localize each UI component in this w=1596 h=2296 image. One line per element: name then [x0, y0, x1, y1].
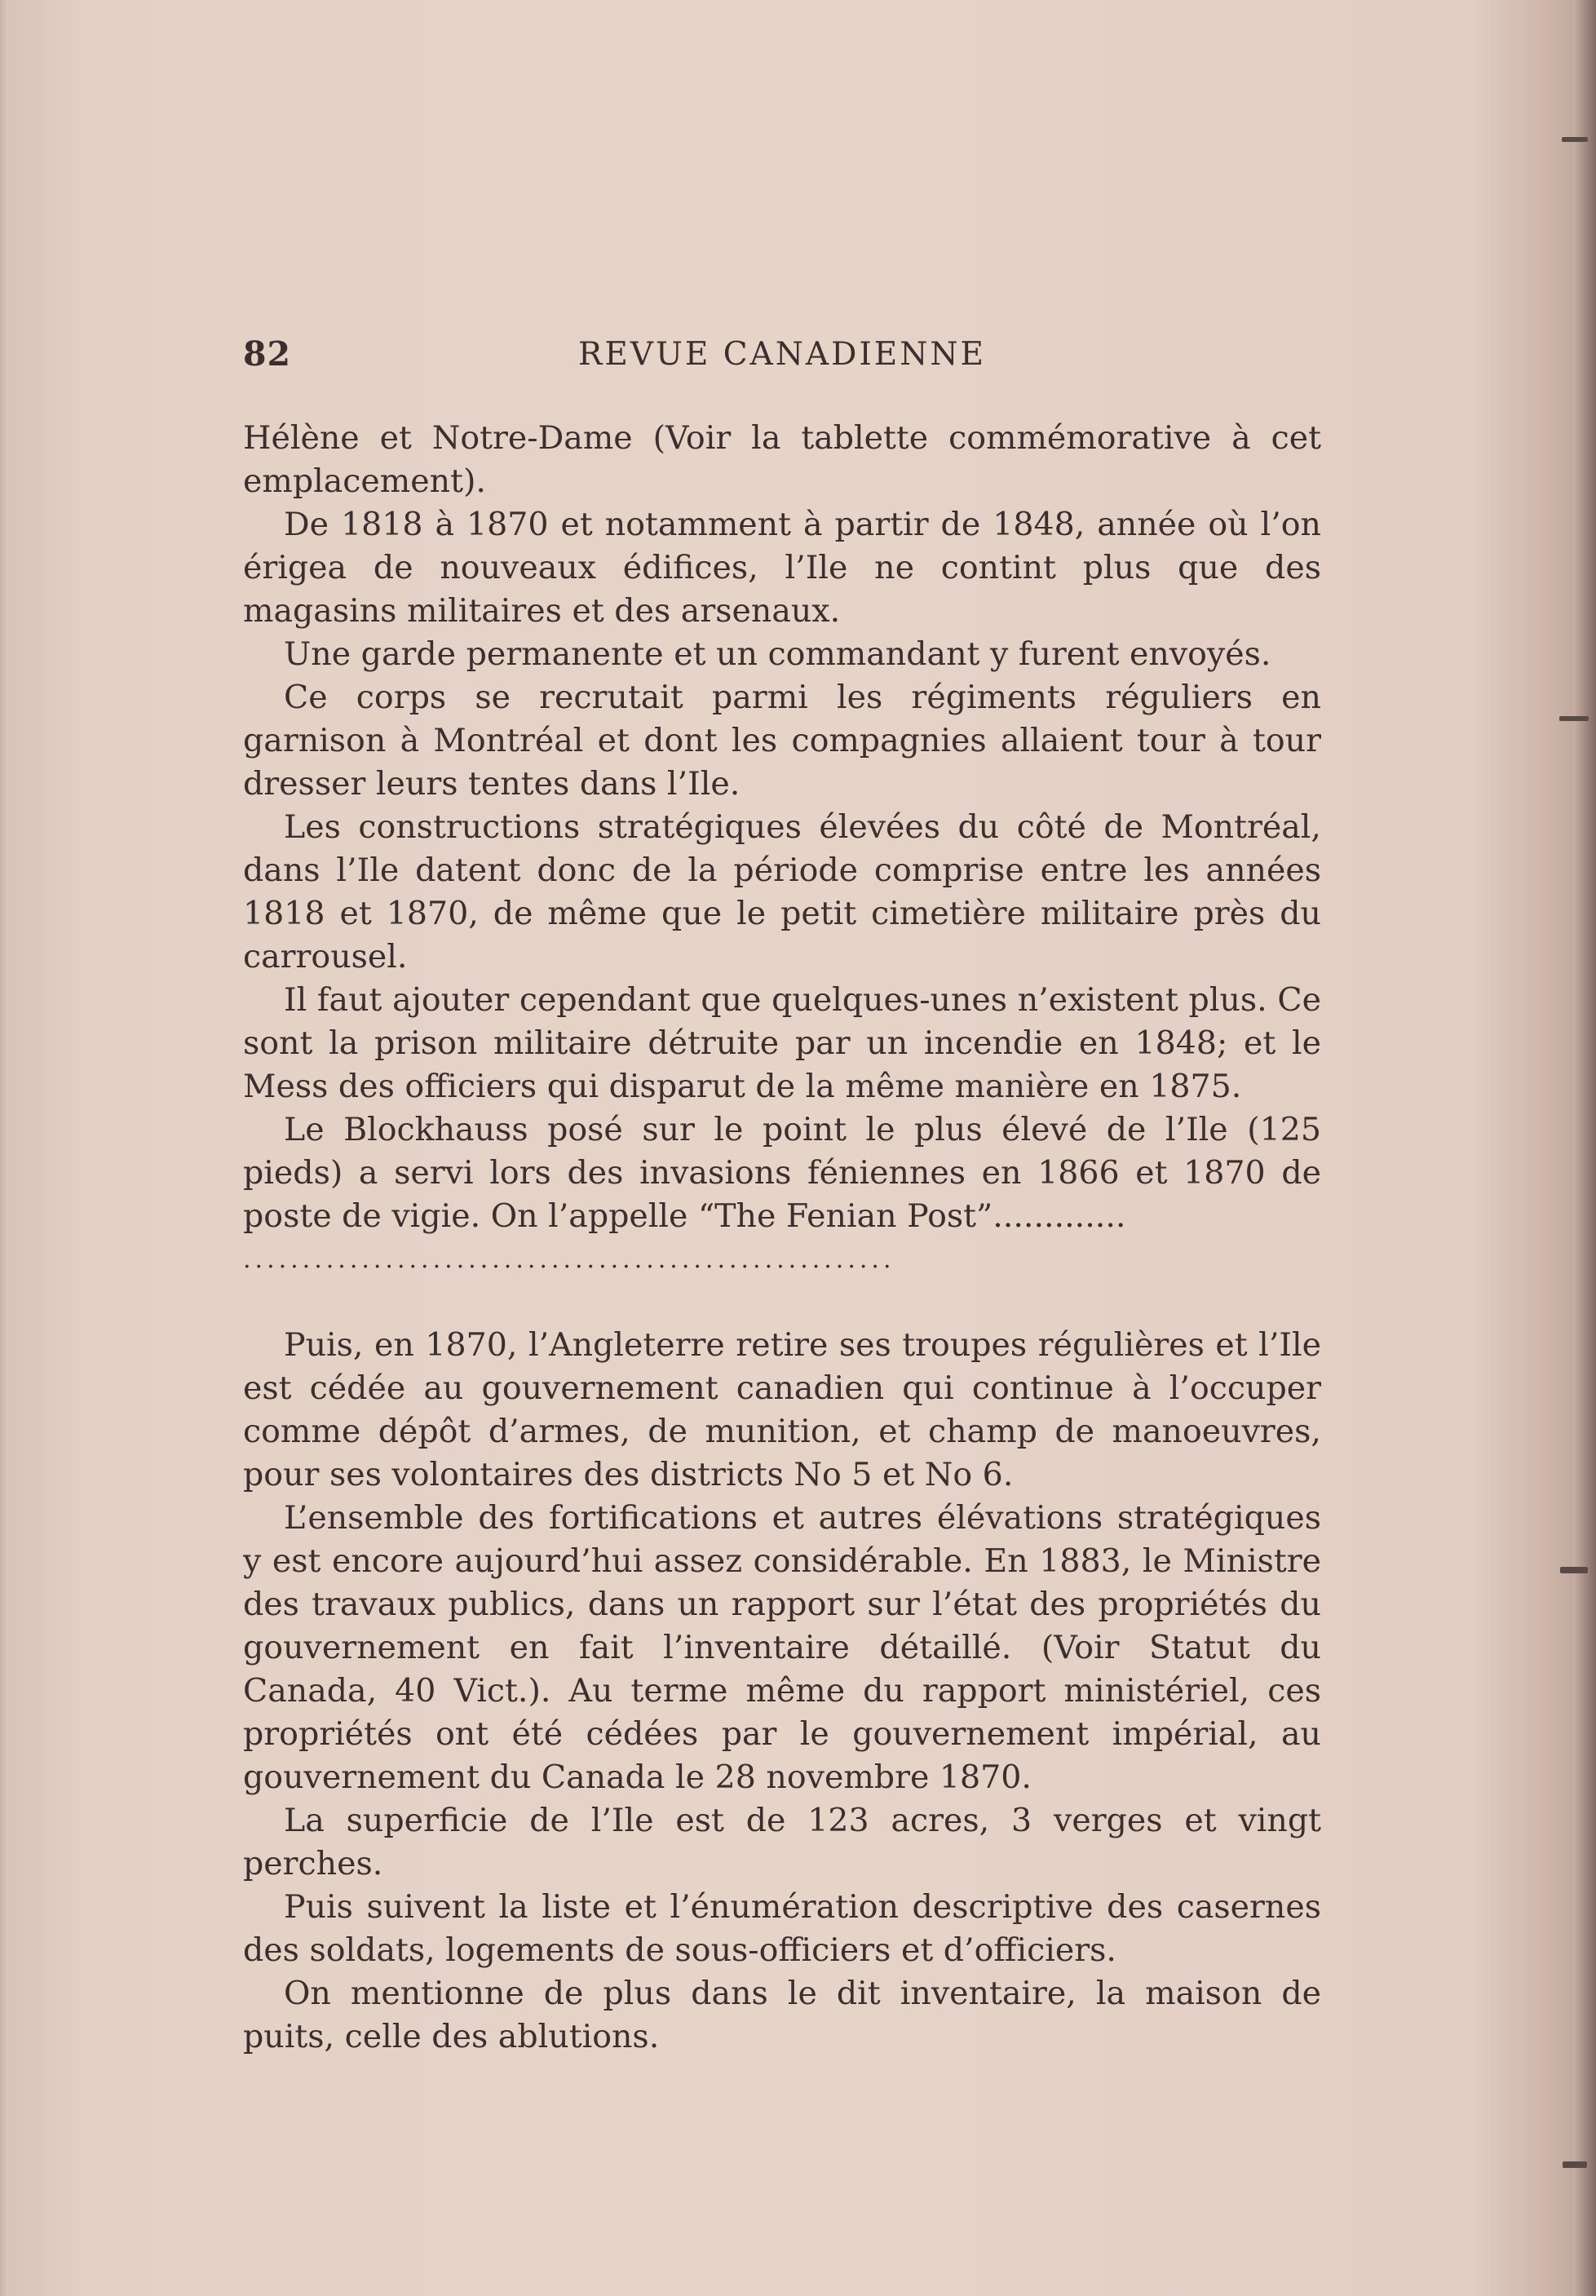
- paragraph: Il faut ajouter cependant que quelques-unes n’existent plus. Ce sont la prison militaire détruite par un incendie en 1848; et le Mess des officiers qui disparut de la même manière en 1875.: [243, 981, 1321, 1105]
- paragraph: Hélène et Notre-Dame (Voir la tablette commémorative à cet emplacement).: [243, 419, 1321, 500]
- section-gap: [243, 1281, 1321, 1324]
- running-title: REVUE CANADIENNE: [578, 336, 986, 373]
- paper-speck: [1563, 2161, 1587, 2168]
- page-right-edge: [1573, 0, 1596, 2296]
- paragraph: Le Blockhauss posé sur le point le plus élevé de l’Ile (125 pieds) a servi lors des invasions féniennes en 1866 et 1870 de poste de vigie. On l’appelle “The Fenian Post”.............: [243, 1111, 1321, 1235]
- paragraph: L’ensemble des fortifications et autres élévations stratégiques y est encore aujourd’hui assez considérable. En 1883, le Ministre des travaux publics, dans un rapport sur l’état des propriétés du gouvernement en fait l’inventaire détaillé. (Voir Statut du Canada, 40 Vict.). Au terme même du rapport ministériel, ces propriétés ont été cédées par le gouvernement impérial, au gouvernement du Canada le 28 novembre 1870.: [243, 1499, 1321, 1796]
- paragraph: On mentionne de plus dans le dit inventaire, la maison de puits, celle des ablutions.: [243, 1975, 1321, 2055]
- paragraph: De 1818 à 1870 et notamment à partir de 1848, année où l’on érigea de nouveaux édifices, l’Ile ne contint plus que des magasins militaires et des arsenaux.: [243, 506, 1321, 630]
- paper-speck: [1560, 1567, 1588, 1573]
- paper-speck: [1562, 137, 1588, 142]
- page-number: 82: [243, 334, 292, 374]
- paper-speck: [1559, 716, 1589, 721]
- paragraph: Une garde permanente et un commandant y furent envoyés.: [284, 635, 1271, 673]
- paragraph: Puis, en 1870, l’Angleterre retire ses troupes régulières et l’Ile est cédée au gouvernement canadien qui continue à l’occuper comme dépôt d’armes, de munition, et champ de manoeuvres, pour ses volontaires des districts No 5 et No 6.: [243, 1326, 1321, 1493]
- dot-leader: .......................................................: [243, 1245, 895, 1274]
- paragraph: La superficie de l’Ile est de 123 acres, 3 verges et vingt perches.: [243, 1802, 1321, 1882]
- page-header: [243, 334, 1321, 383]
- page-left-edge: [0, 0, 8, 2296]
- paragraph: Puis suivent la liste et l’énumération descriptive des casernes des soldats, logements de sous-officiers et d’officiers.: [243, 1888, 1321, 1969]
- paragraph: Ce corps se recrutait parmi les régiments réguliers en garnison à Montréal et dont les compagnies allaient tour à tour dresser leurs tentes dans l’Ile.: [243, 679, 1321, 803]
- body-text: [243, 417, 1321, 2059]
- paragraph: Les constructions stratégiques élevées du côté de Montréal, dans l’Ile datent donc de la période comprise entre les années 1818 et 1870, de même que le petit cimetière militaire près du carrousel.: [243, 808, 1321, 975]
